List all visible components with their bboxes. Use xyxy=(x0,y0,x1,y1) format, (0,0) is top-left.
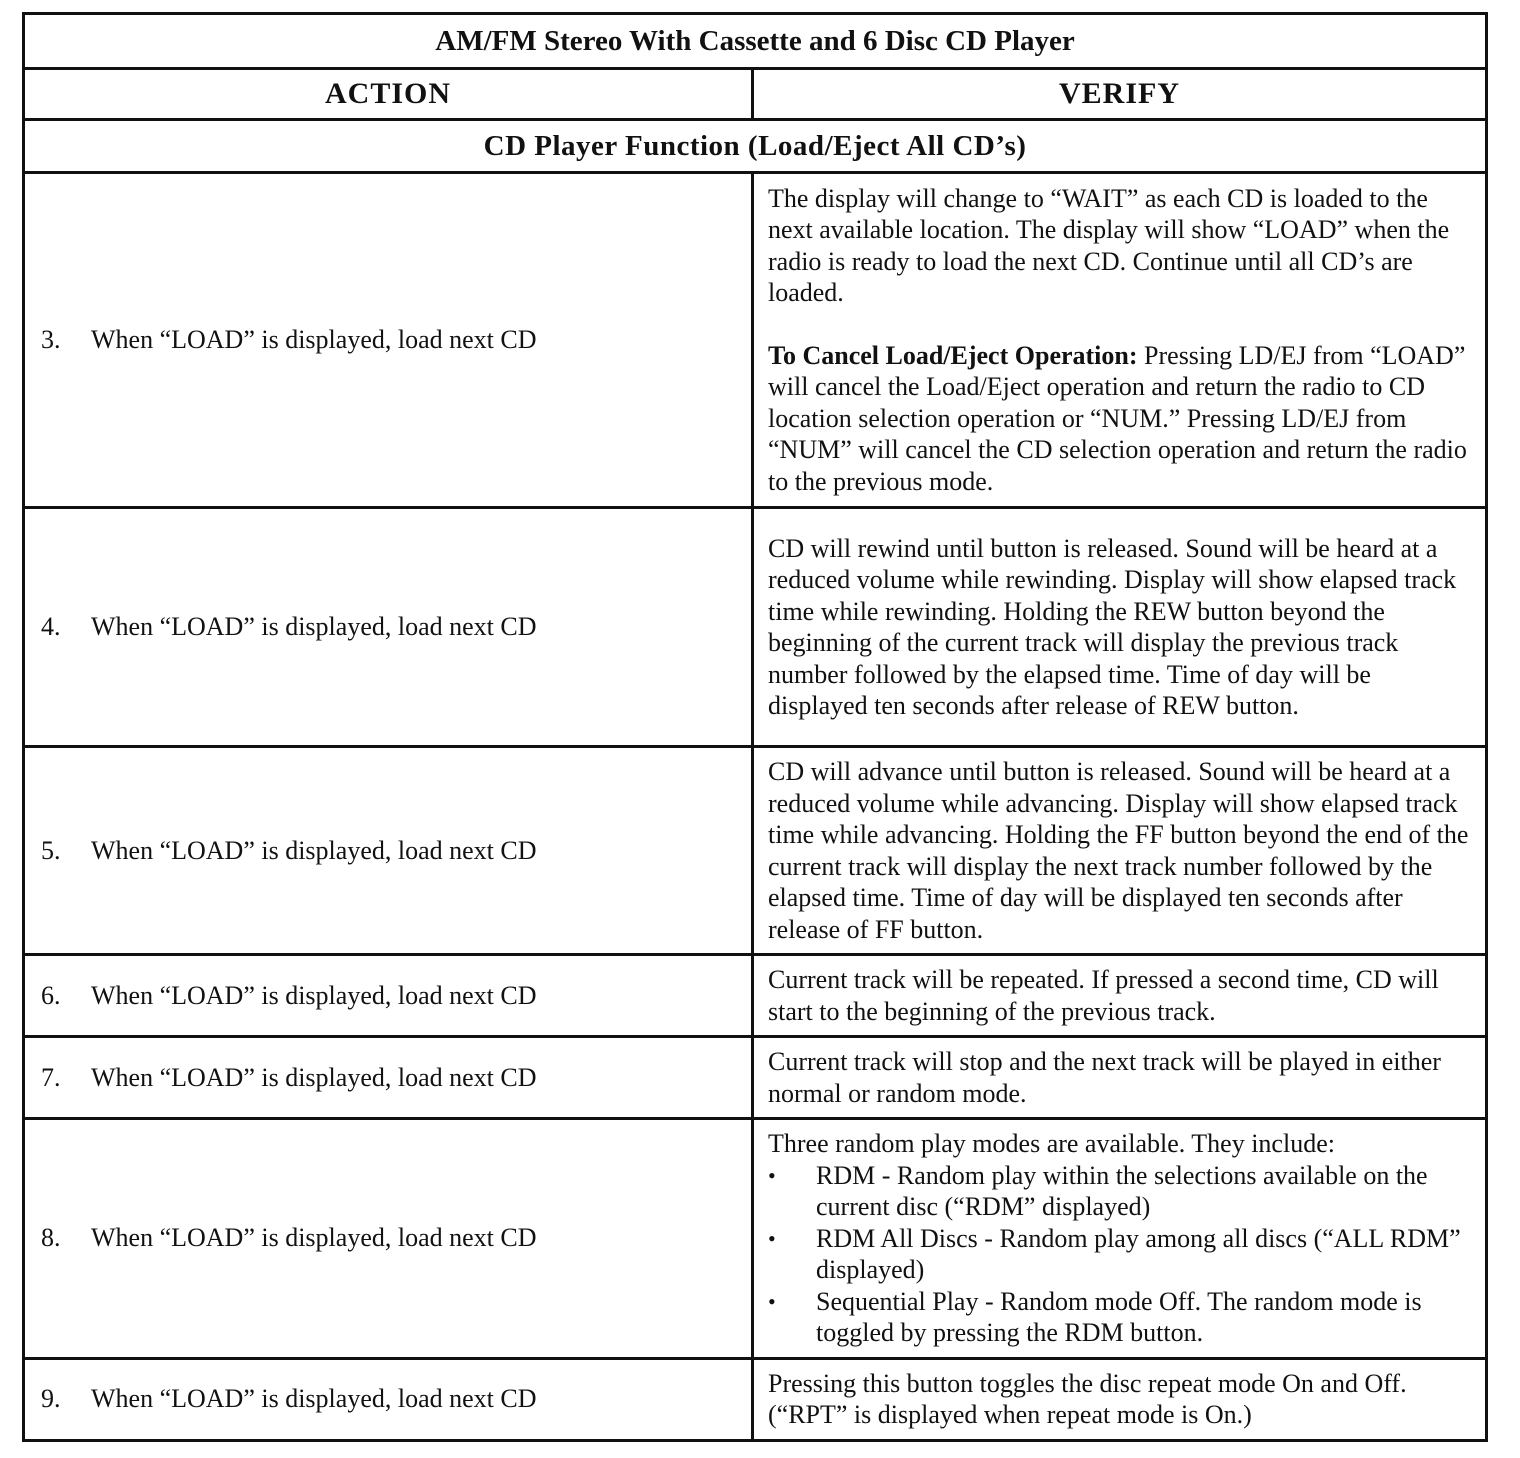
table-row xyxy=(24,955,1487,1037)
procedure-table xyxy=(22,12,1488,1442)
table-row xyxy=(24,1358,1487,1440)
table-row xyxy=(24,747,1487,955)
action-text: When “LOAD” is displayed, load next CD xyxy=(91,325,537,354)
action-cell xyxy=(24,1119,753,1359)
step-number: 7. xyxy=(41,1062,61,1092)
verify-text: Current track will stop and the next track will be played in either normal or random mode. xyxy=(768,1047,1441,1108)
cancel-heading: To Cancel Load/Eject Operation: xyxy=(768,340,1138,370)
table-row xyxy=(24,1119,1487,1359)
bullet-icon: • xyxy=(768,1288,776,1314)
action-cell xyxy=(24,1037,753,1119)
list-item-text: RDM All Discs - Random play among all discs (“ALL RDM” displayed) xyxy=(816,1223,1461,1284)
action-cell xyxy=(24,1358,753,1440)
list-item-text: RDM - Random play within the selections available on the current disc (“RDM” displayed) xyxy=(816,1160,1428,1221)
section-row xyxy=(24,120,1487,173)
verify-text: The display will change to “WAIT” as each CD is loaded to the next available location. The display will show “LOAD” when the radio is ready to load the next CD. Continue until all CD’s are loaded. xyxy=(768,183,1450,308)
table-title: AM/FM Stereo With Cassette and 6 Disc CD Player xyxy=(24,14,1487,69)
action-cell xyxy=(24,955,753,1037)
verify-cell xyxy=(753,1358,1487,1440)
action-cell xyxy=(24,747,753,955)
list-item xyxy=(768,1223,1477,1286)
list-item-text: Sequential Play - Random mode Off. The random mode is toggled by pressing the RDM button. xyxy=(816,1286,1422,1347)
step-number: 5. xyxy=(41,835,61,865)
title-row xyxy=(24,14,1487,69)
verify-cell xyxy=(753,955,1487,1037)
step-number: 6. xyxy=(41,980,61,1010)
action-text: When “LOAD” is displayed, load next CD xyxy=(91,1062,537,1092)
step-number: 4. xyxy=(41,612,61,641)
table-row xyxy=(24,1037,1487,1119)
verify-text: CD will rewind until button is released. Sound will be heard at a reduced volume while rewinding. Display will show elapsed track time while rewinding. Holding the REW button beyond the beginning of the current track will display the previous track number followed by the elapsed time. Time of day will be displayed ten seconds after release of REW button. xyxy=(768,533,1457,720)
action-cell xyxy=(24,508,753,747)
action-text: When “LOAD” is displayed, load next CD xyxy=(91,835,537,865)
verify-cell xyxy=(753,508,1487,747)
random-mode-list xyxy=(768,1160,1477,1349)
header-row xyxy=(24,69,1487,120)
verify-cell xyxy=(753,747,1487,955)
list-item xyxy=(768,1286,1477,1349)
verify-cell xyxy=(753,1119,1487,1359)
action-text: When “LOAD” is displayed, load next CD xyxy=(91,1384,537,1413)
verify-intro: Three random play modes are available. They include: xyxy=(768,1129,1335,1158)
step-number: 3. xyxy=(41,325,61,354)
action-cell xyxy=(24,173,753,508)
action-text: When “LOAD” is displayed, load next CD xyxy=(91,980,537,1010)
cancel-text: Pressing LD/EJ from “LOAD” will cancel the Load/Eject operation and return the radio to CD location selection operation or “NUM.” Pressing LD/EJ from “NUM” will cancel the CD selection operation and return the radio to the previous mode. xyxy=(768,340,1467,496)
column-header-action: ACTION xyxy=(24,69,753,120)
section-title: CD Player Function (Load/Eject All CD’s) xyxy=(24,120,1487,173)
verify-text: CD will advance until button is released. Sound will be heard at a reduced volume while advancing. Display will show elapsed track time while advancing. Holding the FF button beyond the end of the current track will display the next track number followed by the elapsed time. Time of day will be displayed ten seconds after release of FF button. xyxy=(768,757,1469,944)
list-item xyxy=(768,1160,1477,1223)
step-number: 9. xyxy=(41,1384,61,1413)
verify-cell xyxy=(753,173,1487,508)
table-row xyxy=(24,173,1487,508)
verify-text: Current track will be repeated. If pressed a second time, CD will start to the beginning of the previous track. xyxy=(768,965,1439,1026)
action-text: When “LOAD” is displayed, load next CD xyxy=(91,612,537,641)
column-header-verify: VERIFY xyxy=(753,69,1487,120)
table-row xyxy=(24,508,1487,747)
bullet-icon: • xyxy=(768,1225,776,1251)
verify-cell xyxy=(753,1037,1487,1119)
verify-text: Pressing this button toggles the disc repeat mode On and Off. (“RPT” is displayed when repeat mode is On.) xyxy=(768,1368,1407,1429)
bullet-icon: • xyxy=(768,1162,776,1188)
verify-text-cancel xyxy=(768,340,1477,498)
action-text: When “LOAD” is displayed, load next CD xyxy=(91,1223,537,1253)
step-number: 8. xyxy=(41,1223,61,1253)
